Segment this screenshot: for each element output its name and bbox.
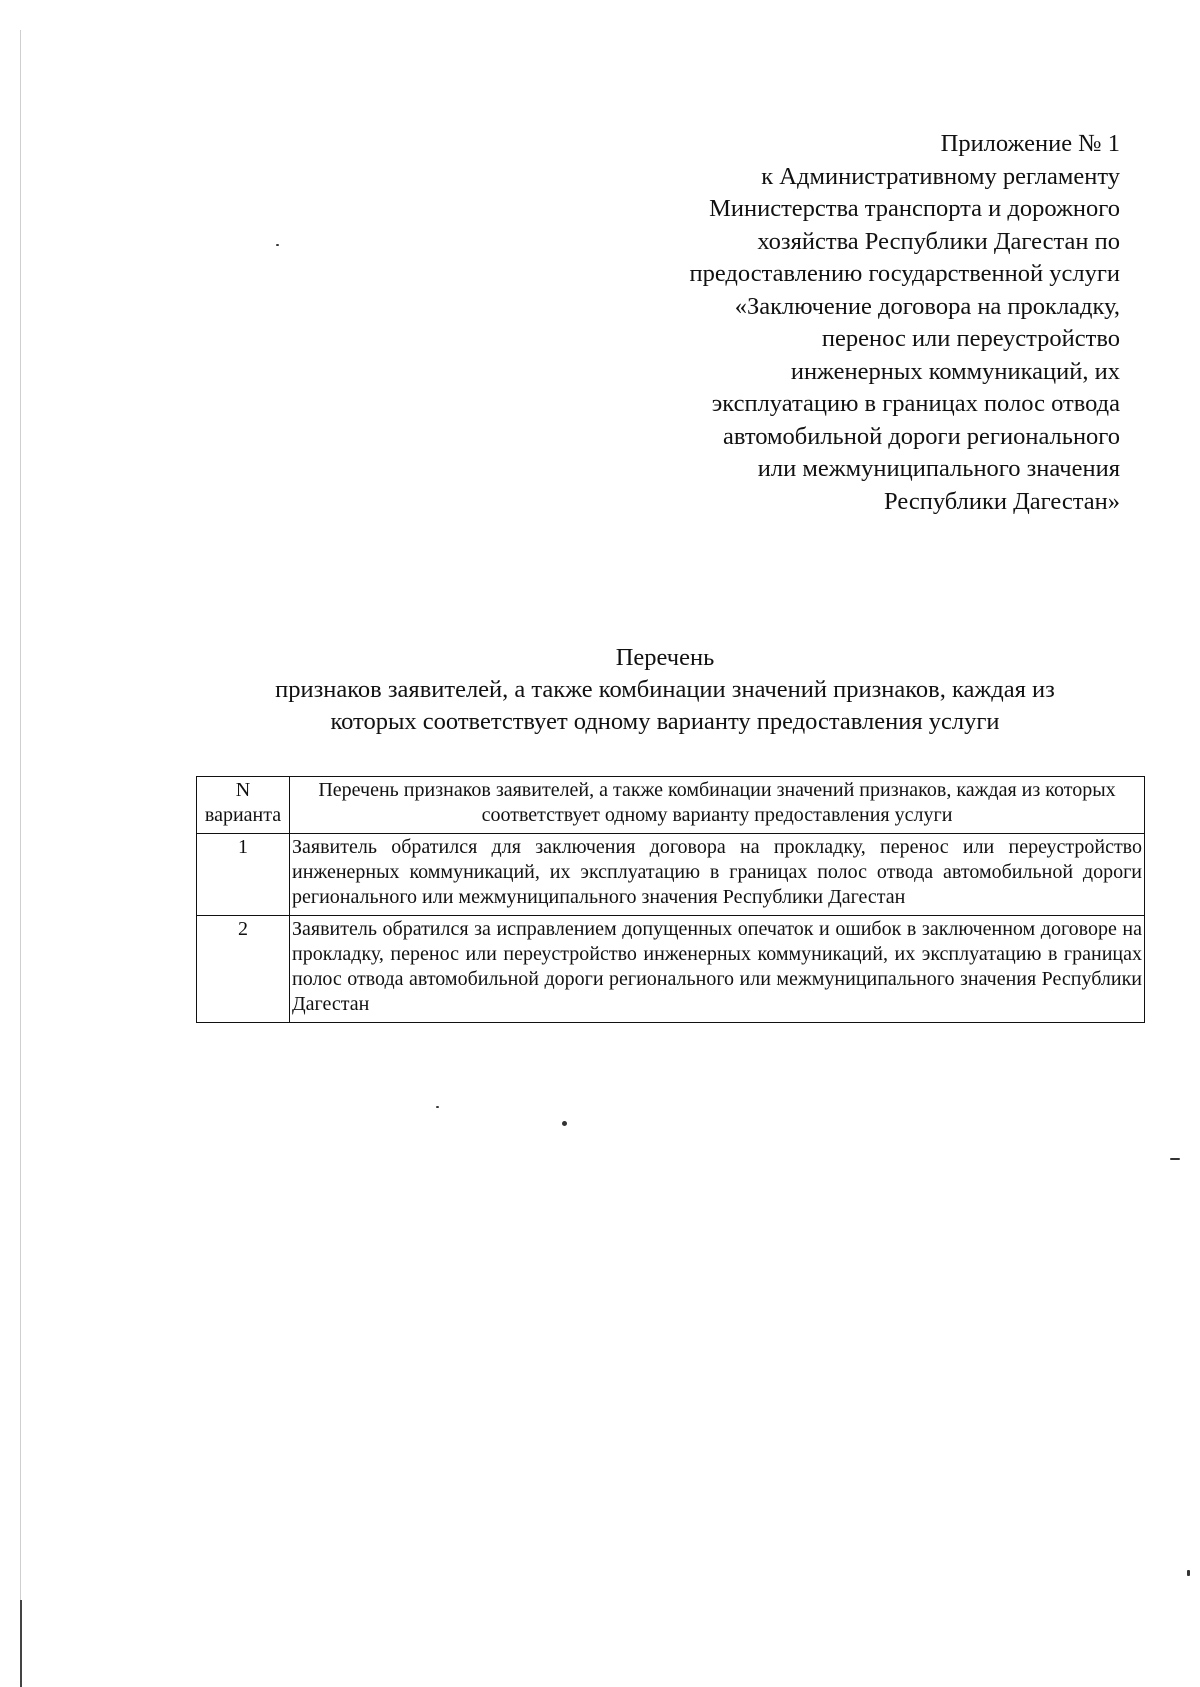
row-number: 1 xyxy=(197,834,290,916)
header-number: N варианта xyxy=(197,777,290,834)
scan-edge-line xyxy=(20,30,21,1680)
scan-speck xyxy=(1170,1158,1180,1160)
scan-edge-mark xyxy=(20,1600,22,1687)
appendix-line: «Заключение договора на прокладку, xyxy=(734,292,1120,320)
row-description: Заявитель обратился за исправлением допущенных опечаток и ошибок в заключенном договоре на прокладку, перенос или переустройство инженерных коммуникаций, их эксплуатацию в границах полос отвода автомобильной дороги регионального или межмуниципального значения Республики Дагестан xyxy=(290,916,1145,1023)
table-header-row xyxy=(197,777,1145,834)
scan-speck xyxy=(1187,1570,1190,1576)
scan-speck xyxy=(562,1121,567,1126)
title-heading: Перечень xyxy=(615,644,715,671)
appendix-line: автомобильной дороги регионального xyxy=(722,422,1120,450)
table-row xyxy=(197,916,1145,1023)
table-row xyxy=(197,834,1145,916)
appendix-line: к Административному регламенту xyxy=(761,162,1120,190)
appendix-line: Республики Дагестан» xyxy=(884,487,1120,515)
appendix-line: Министерства транспорта и дорожного xyxy=(709,195,1120,222)
scan-speck xyxy=(276,244,279,246)
appendix-line: предоставлению государственной услуги xyxy=(689,260,1120,287)
row-description: Заявитель обратился для заключения договора на прокладку, перенос или переустройство инженерных коммуникаций, их эксплуатацию в границах полос отвода автомобильной дороги регионального или межмуниципального значения Республики Дагестан xyxy=(290,834,1145,916)
appendix-header xyxy=(520,128,1120,518)
title-line: которых соответствует одному варианту предоставления услуги xyxy=(330,708,1000,735)
row-number: 2 xyxy=(197,916,290,1023)
appendix-line: перенос или переустройство xyxy=(821,325,1120,352)
appendix-line: инженерных коммуникаций, их xyxy=(790,357,1120,385)
scan-speck xyxy=(436,1106,439,1108)
header-description: Перечень признаков заявителей, а также комбинации значений признаков, каждая из которых соответствует одному варианту предоставления услуги xyxy=(290,777,1145,834)
variants-table xyxy=(196,776,1145,1023)
title-line: признаков заявителей, а также комбинации значений признаков, каждая из xyxy=(275,676,1055,703)
appendix-line: хозяйства Республики Дагестан по xyxy=(757,227,1120,255)
appendix-line: Приложение № 1 xyxy=(940,130,1120,157)
appendix-line: эксплуатацию в границах полос отвода xyxy=(711,390,1120,417)
document-title xyxy=(140,642,1190,738)
appendix-line: или межмуниципального значения xyxy=(757,455,1120,482)
